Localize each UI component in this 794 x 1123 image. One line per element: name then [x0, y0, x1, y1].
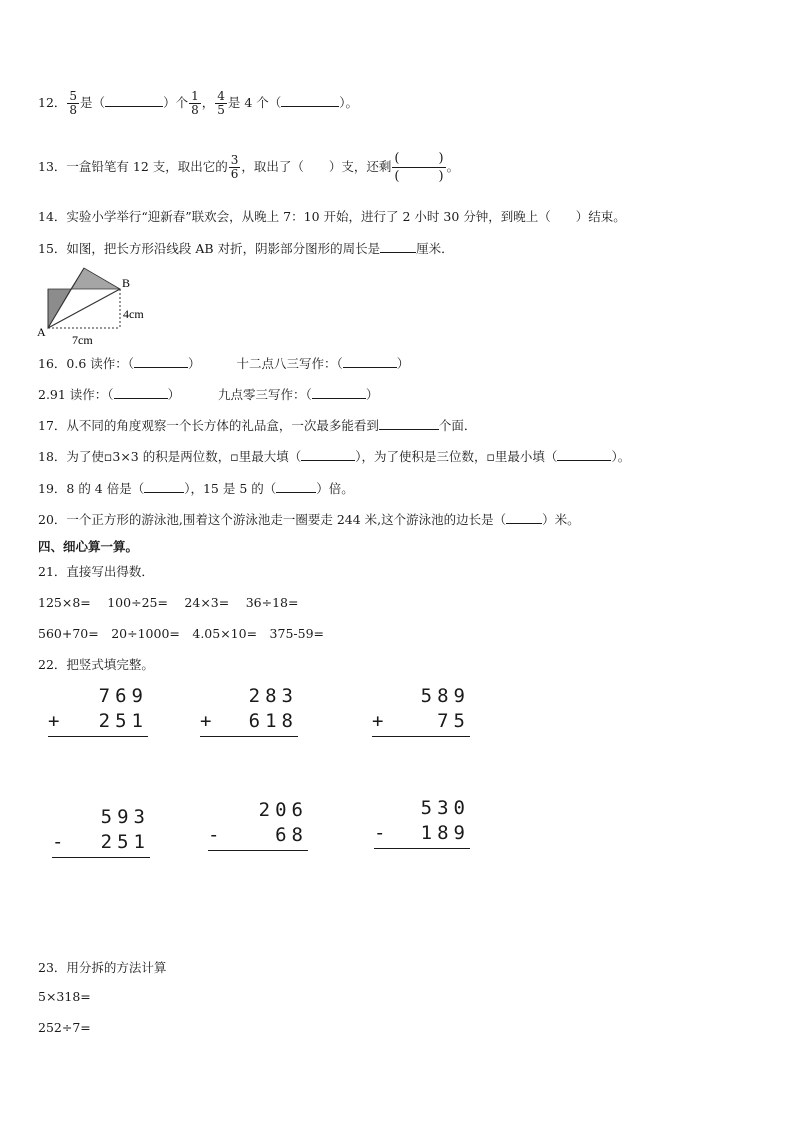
question-14: 14．实验小学举行“迎新春”联欢会，从晚上 7：10 开始，进行了 2 小时 30 分钟，到晚上（ ）结束。 — [38, 209, 626, 224]
answer-blank[interactable] — [312, 398, 366, 399]
question-12: 12． $\frac{5}{8}$ 是（ ）个 $\frac{1}{8}$ ， $\frac{4}{5}$ 是 4 个（ ）。 — [38, 89, 359, 117]
label-b: B — [122, 276, 131, 290]
answer-blank[interactable] — [506, 523, 542, 524]
answer-blank[interactable] — [281, 106, 339, 107]
vertical-calc: 593 - 251 — [52, 805, 150, 858]
answer-blank[interactable] — [105, 106, 163, 107]
q23-line-1: 5×318= — [38, 989, 91, 1004]
q21-row-2: 560+70= 20÷1000= 4.05×10= 375-59= — [38, 626, 325, 641]
section-title: 四、细心算一算。 — [38, 539, 139, 554]
answer-blank[interactable] — [114, 398, 168, 399]
vertical-calc: 283 + 618 — [200, 684, 298, 737]
answer-blank[interactable] — [134, 367, 188, 368]
calc-rule — [208, 850, 308, 851]
folded-rectangle-figure — [36, 264, 166, 348]
fraction: $\frac{4}{5}$ — [217, 89, 225, 117]
answer-fraction-blank[interactable]: $\frac{( )}{( )}$ — [394, 151, 444, 184]
shaded-triangle-top — [71, 268, 120, 289]
q12-number: 12． — [38, 95, 67, 110]
question-17: 17．从不同的角度观察一个长方体的礼品盒，一次最多能看到 个面． — [38, 418, 477, 433]
label-height: 4cm — [123, 307, 144, 321]
label-a: A — [37, 325, 46, 339]
fraction: $\frac{1}{8}$ — [191, 89, 199, 117]
fraction: $\frac{3}{6}$ — [230, 153, 239, 181]
answer-blank[interactable] — [557, 460, 611, 461]
vertical-calc: 589 + 75 — [372, 684, 470, 737]
answer-blank[interactable] — [144, 492, 184, 493]
calc-rule — [374, 848, 470, 849]
calc-rule — [52, 857, 150, 858]
q21-row-1: 125×8= 100÷25= 24×3= 36÷18= — [38, 595, 299, 610]
answer-blank[interactable] — [343, 367, 397, 368]
question-19: 19．8 的 4 倍是（ ），15 是 5 的（ ）倍。 — [38, 481, 354, 496]
question-13: 13．一盒铅笔有 12 支，取出它的 $\frac{3}{6}$ ，取出了（ ）支，还剩 $\frac{( )}{( )}$ 。 — [38, 151, 460, 184]
calc-rule — [200, 736, 298, 737]
question-23-title: 23．用分拆的方法计算 — [38, 960, 167, 975]
question-15: 15．如图，把长方形沿线段 AB 对折，阴影部分图形的周长是 厘米． — [38, 241, 454, 256]
answer-blank[interactable] — [379, 429, 439, 430]
fraction: $\frac{5}{8}$ — [69, 89, 78, 117]
answer-blank[interactable] — [276, 492, 316, 493]
question-18: 18．为了使▫3×3 的积是两位数，▫里最大填（ ），为了使积是三位数，▫里最小填（ ）。 — [38, 449, 631, 464]
question-16: 16．0.6 读作：（ ） 十二点八三写作：（ ） — [38, 356, 410, 371]
vertical-calc: 206 - 68 — [208, 798, 308, 851]
question-22-title: 22．把竖式填完整。 — [38, 657, 154, 672]
vertical-calc: 769 + 251 — [48, 684, 148, 737]
q23-line-2: 252÷7= — [38, 1020, 91, 1035]
question-20: 20．一个正方形的游泳池,围着这个游泳池走一圈要走 244 米,这个游泳池的边长是（ ）米。 — [38, 512, 580, 527]
answer-blank[interactable] — [301, 460, 355, 461]
calc-rule — [372, 736, 470, 737]
answer-blank[interactable] — [380, 252, 416, 253]
label-width: 7cm — [72, 333, 93, 347]
vertical-calc: 530 - 189 — [374, 796, 470, 849]
question-21-title: 21．直接写出得数． — [38, 564, 154, 579]
calc-rule — [48, 736, 148, 737]
question-16-b: 2.91 读作：（ ） 九点零三写作：（ ） — [38, 387, 379, 402]
